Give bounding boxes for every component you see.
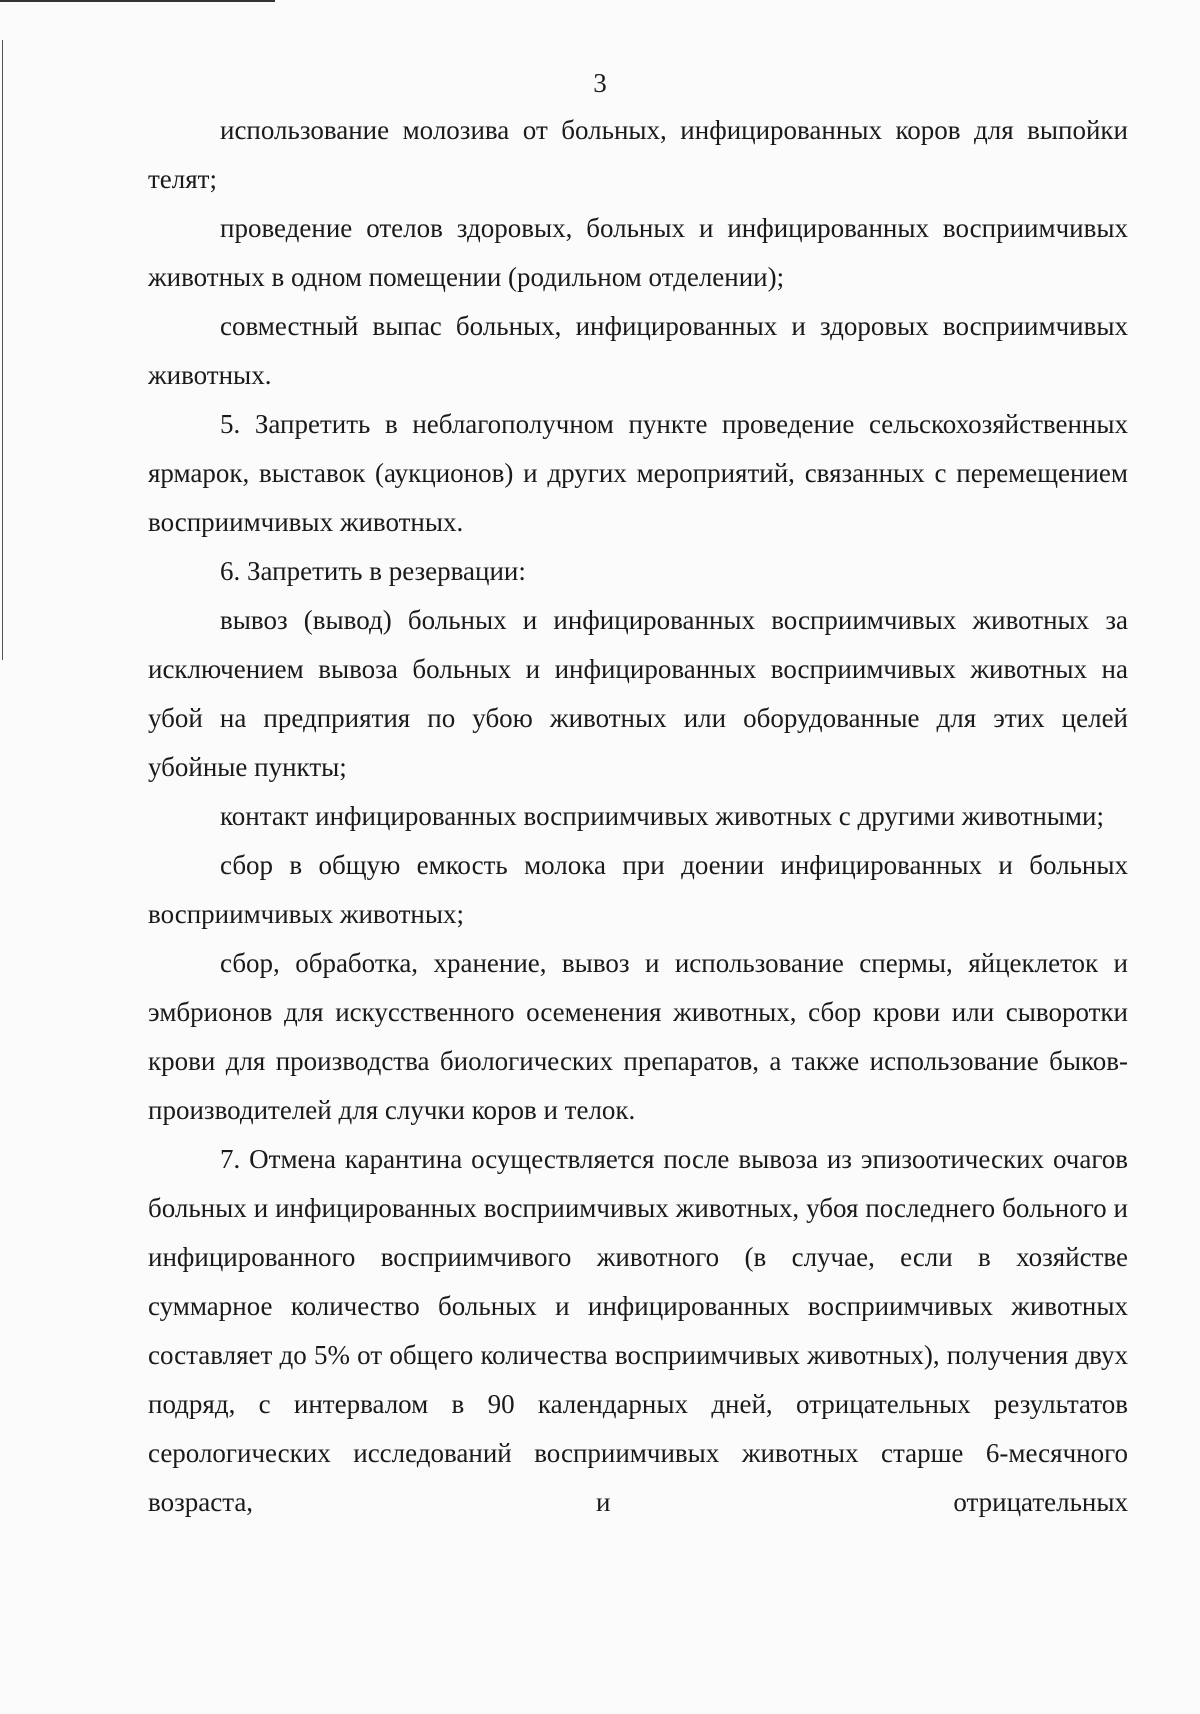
paragraph-item-5: 5. Запретить в неблагополучном пункте проведение сельскохозяйственных ярмарок, выставок (аукционов) и других мероприятий, связанных с перемещением восприимчивых животных. xyxy=(148,409,1128,537)
paragraph-grazing: совместный выпас больных, инфицированных и здоровых восприимчивых животных. xyxy=(148,311,1128,390)
page-number: 3 xyxy=(593,68,607,98)
paragraph-item-6-heading: 6. Запретить в резервации: xyxy=(220,556,526,586)
paragraph-contact: контакт инфицированных восприимчивых животных с другими животными; xyxy=(220,801,1104,831)
scan-edge-top xyxy=(0,0,275,2)
scan-edge-left xyxy=(2,40,3,660)
paragraph-export: вывоз (вывод) больных и инфицированных восприимчивых животных за исключением вывоза больных и инфицированных восприимчивых животных на убой на предприятия по убою животных или оборудованные для этих целей убойные пункты; xyxy=(148,605,1128,782)
paragraph-colostrum: использование молозива от больных, инфицированных коров для выпойки телят; xyxy=(148,115,1128,194)
document-body xyxy=(148,106,1128,1527)
paragraph-milk: сбор в общую емкость молока при доении инфицированных и больных восприимчивых животных; xyxy=(148,850,1128,929)
paragraph-item-7: 7. Отмена карантина осуществляется после вывоза из эпизоотических очагов больных и инфицированных восприимчивых животных, убоя последнего больного и инфицированного восприимчивого животного (в случае, если в хозяйстве суммарное количество больных и инфицированных восприимчивых животных составляет до 5% от общего количества восприимчивых животных), получения двух подряд, с интервалом в 90 календарных дней, отрицательных результатов серологических исследований восприимчивых животных старше 6-месячного возраста, и отрицательных xyxy=(148,1144,1128,1517)
paragraph-calving: проведение отелов здоровых, больных и инфицированных восприимчивых животных в одном помещении (родильном отделении); xyxy=(148,213,1128,292)
paragraph-semen: сбор, обработка, хранение, вывоз и использование спермы, яйцеклеток и эмбрионов для искусственного осеменения животных, сбор крови или сыворотки крови для производства биологических препаратов, а также использование быков-производителей для случки коров и телок. xyxy=(148,948,1128,1125)
